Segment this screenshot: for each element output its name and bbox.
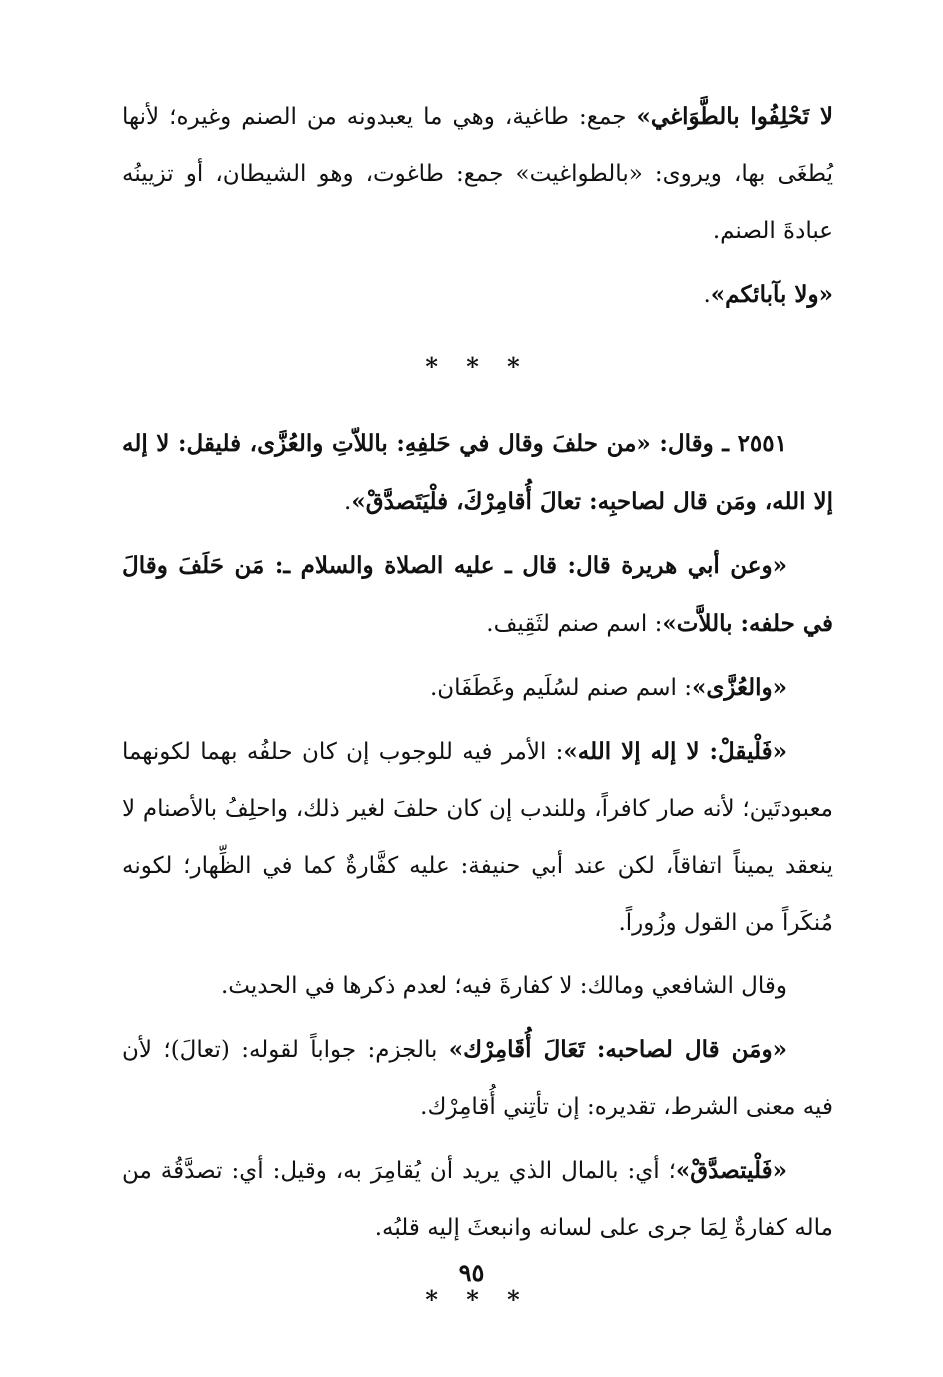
commentary-text: بالجزم: جواباً لقوله: (تعالَ)؛ لأن فيه معنى الشرط، تقديره: إن تأتِني أُقامِرْك. bbox=[122, 1037, 833, 1120]
commentary-text: : اسم صنم لثَقِيف. bbox=[486, 611, 663, 637]
paragraph-5 bbox=[122, 659, 833, 717]
commentary-text: وقال الشافعي ومالك: لا كفارةَ فيه؛ لعدم ذكرها في الحديث. bbox=[220, 973, 787, 999]
paragraph-9 bbox=[122, 1142, 833, 1257]
commentary-text: : اسم صنم لسُلَيم وغَطَفَان. bbox=[429, 675, 692, 701]
hadith-quote: «وعن أبي هريرة قال: قال ـ عليه الصلاة والسلام ـ: مَن حَلَفَ وقالَ في حلفه: باللاَّت» bbox=[122, 552, 833, 637]
commentary-text: . bbox=[344, 489, 352, 515]
section-separator-2: * * * bbox=[425, 1285, 530, 1314]
paragraph-4 bbox=[122, 537, 833, 653]
paragraph-6 bbox=[122, 723, 833, 952]
hadith-quote: لا تَحْلِفُوا بالطَّوَاغي» bbox=[636, 103, 833, 130]
paragraph-1 bbox=[122, 88, 833, 260]
paragraph-8 bbox=[122, 1021, 833, 1136]
hadith-quote: «ومَن قال لصاحبه: تَعَالَ أُقَامِرْك» bbox=[448, 1036, 787, 1063]
commentary-text: ؛ أي: بالمال الذي يريد أن يُقامِرَ به، وقيل: أي: تصدَّقُة من ماله كفارةٌ لِمَا جرى على لسانه وانبعثَ إليه قلبُه. bbox=[122, 1158, 833, 1241]
commentary-text: جمع: طاغية، وهي ما يعبدونه من الصنم وغيره؛ لأنها يُطغَى بها، ويروى: «بالطواغيت» جمع: طاغوت، وهو الشيطان، أو تزيينُه عبادةَ الصنم. bbox=[122, 104, 833, 244]
hadith-quote: «ولا بآبائكم» bbox=[710, 281, 833, 308]
commentary-text: . bbox=[703, 282, 711, 308]
paragraph-7 bbox=[122, 958, 833, 1015]
hadith-text: ٢٥٥١ ـ وقال: «من حلفَ وقال في حَلفِهِ: باللاّتِ والعُزَّى، فليقل: لا إله إلا الله، ومَن قال لصاحبِه: تعالَ أُقامِرْكَ، فلْيَتَصدَّقْ» bbox=[122, 430, 833, 515]
hadith-2551 bbox=[122, 415, 833, 531]
hadith-quote: «فَلْيتصدَّقْ» bbox=[675, 1157, 787, 1184]
commentary-text: : الأمر فيه للوجوب إن كان حلفُه بهما لكونهما معبودتَين؛ لأنه صار كافراً، وللندب إن كان حلفَ لغير ذلك، واحلِفُ بالأصنام لا ينعقد يميناً اتفاقاً، لكن عند أبي حنيفة: عليه كفَّارةٌ كما في الظِّهار؛ لكونه مُنكَراً من القول وزُوراً. bbox=[122, 739, 833, 936]
page-number: ٩٥ bbox=[458, 1258, 485, 1287]
hadith-quote: «فَلْيقلْ: لا إله إلا الله» bbox=[563, 738, 787, 765]
hadith-quote: «والعُزَّى» bbox=[691, 674, 787, 701]
section-separator-1: * * * bbox=[425, 352, 530, 381]
paragraph-2 bbox=[122, 266, 833, 324]
